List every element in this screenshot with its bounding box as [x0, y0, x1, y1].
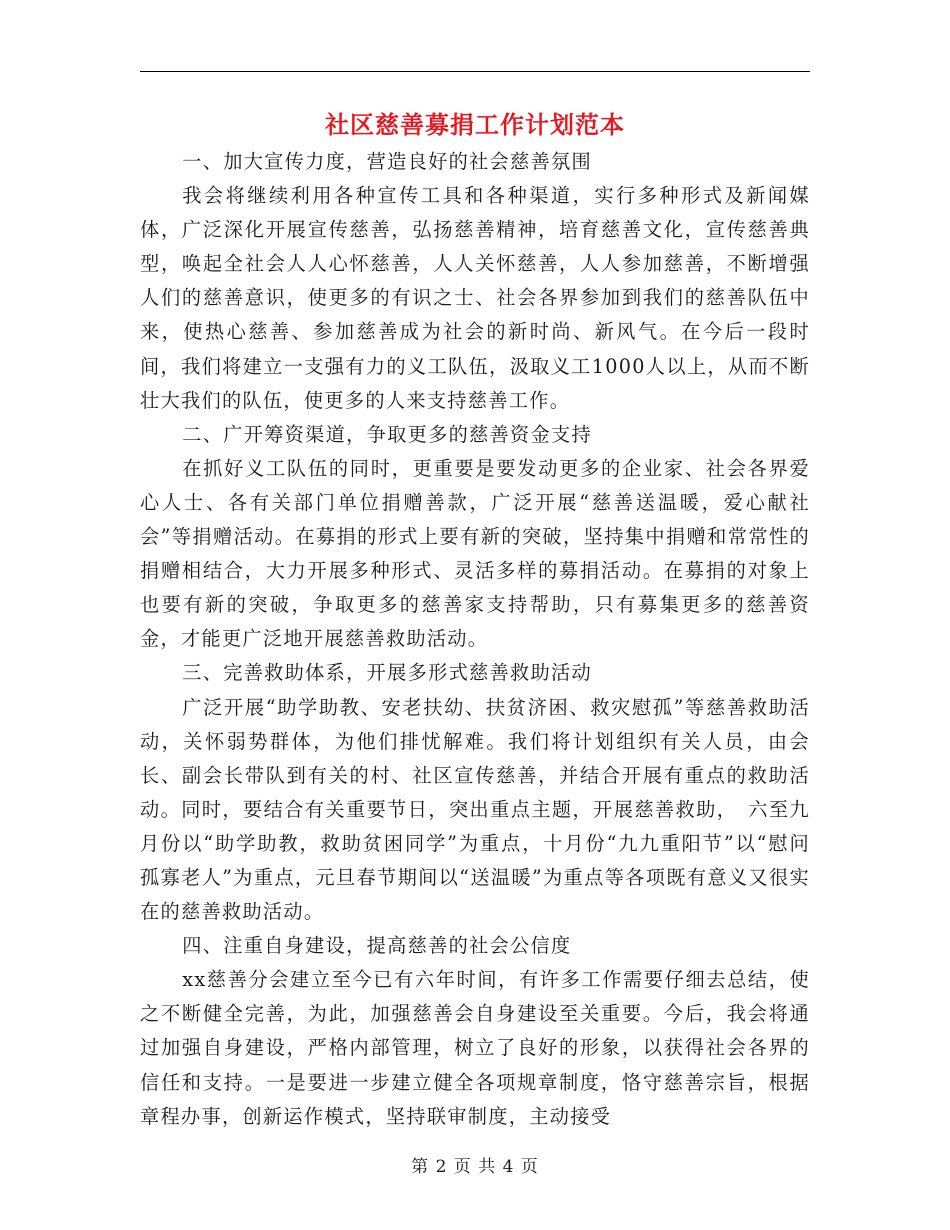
document-body — [140, 145, 810, 1134]
section-heading-1: 一、加大宣传力度，营造良好的社会慈善氛围 — [182, 150, 592, 173]
page-number: 第 2 页 共 4 页 — [411, 1157, 539, 1177]
document-title: 社区慈善募捐工作计划范本 — [325, 110, 625, 139]
section-heading-2: 二、广开筹资渠道，争取更多的慈善资金支持 — [182, 422, 592, 446]
paragraph-1: 我会将继续利用各种宣传工具和各种渠道，实行多种形式及新闻媒体，广泛深化开展宣传慈善，弘扬慈善精神，培育慈善文化，宣传慈善典型，唤起全社会人人心怀慈善，人人关怀慈善，人人参加慈善，不断增强人们的慈善意识，使更多的有识之士、社会各界参加到我们的慈善队伍中来，使热心慈善、参加慈善成为社会的新时尚、新风气。在今后一段时间，我们将建立一支强有力的义工队伍，汲取义工1000人以上，从而不断壮大我们的队伍，使更多的人来支持慈善工作。 — [140, 184, 810, 412]
paragraph-4: xx慈善分会建立至今已有六年时间，有许多工作需要仔细去总结，使之不断健全完善，为此，加强慈善会自身建设至关重要。今后，我会将通过加强自身建设，严格内部管理，树立了良好的形象，以获得社会各界的信任和支持。一是要进一步建立健全各项规章制度，恪守慈善宗旨，根据章程办事，创新运作模式，坚持联审制度，主动接受 — [140, 968, 810, 1128]
section-heading-4: 四、注重自身建设，提高慈善的社会公信度 — [182, 934, 572, 958]
header-rule — [140, 71, 810, 72]
paragraph-2: 在抓好义工队伍的同时，更重要是要发动更多的企业家、社会各界爱心人士、各有关部门单位捐赠善款，广泛开展“慈善送温暖，爱心献社会”等捐赠活动。在募捐的形式上要有新的突破，坚持集中捐赠和常常性的捐赠相结合，大力开展多种形式、灵活多样的募捐活动。在募捐的对象上也要有新的突破，争取更多的慈善家支持帮助，只有募集更多的慈善资金，才能更广泛地开展慈善救助活动。 — [140, 456, 810, 651]
section-heading-3: 三、完善救助体系，开展多形式慈善救助活动 — [182, 661, 592, 685]
paragraph-3: 广泛开展“助学助教、安老扶幼、扶贫济困、救灾慰孤”等慈善救助活动，关怀弱势群体，为他们排忧解难。我们将计划组织有关人员，由会长、副会长带队到有关的村、社区宣传慈善，并结合开展有重点的救助活动。同时，要结合有关重要节日，突出重点主题，开展慈善救助， 六至九月份以“助学助教，救助贫困同学”为重点，十月份“九九重阳节”以“慰问孤寡老人”为重点，元旦春节期间以“送温暖”为重点等各项既有意义又很实在的慈善救助活动。 — [140, 695, 810, 924]
